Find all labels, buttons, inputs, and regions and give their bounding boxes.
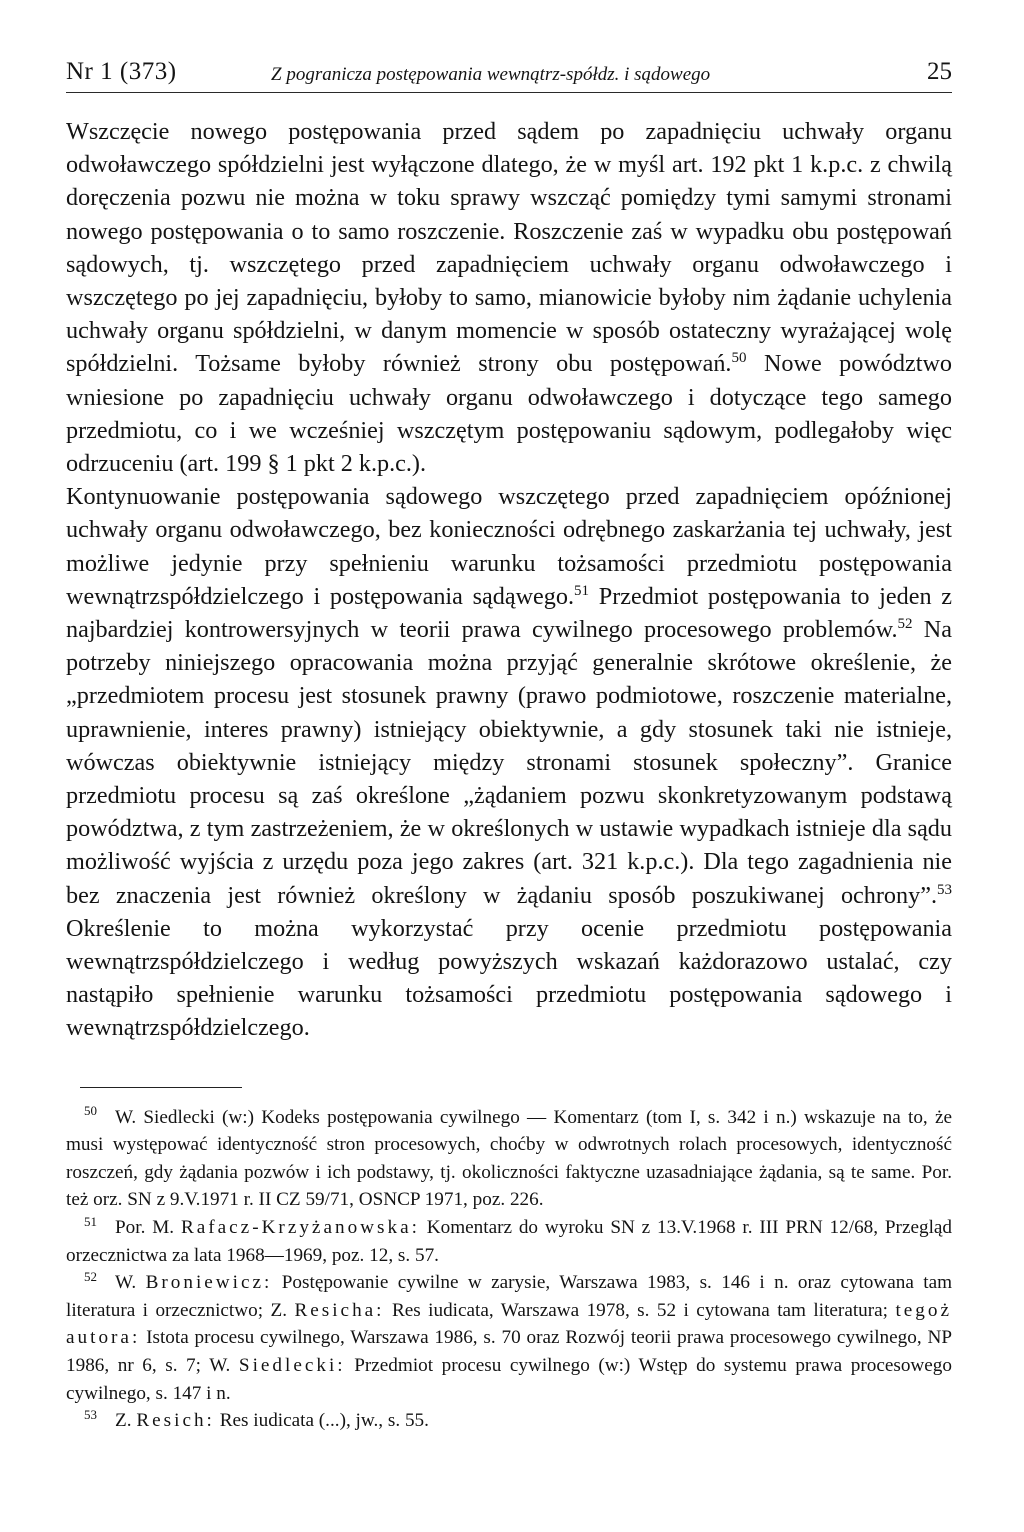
paragraph	[66, 115, 952, 480]
footnote-author: Broniewicz:	[145, 1272, 273, 1294]
footnote-author: Siedlecki:	[238, 1355, 346, 1377]
footnote-51	[66, 1214, 952, 1269]
main-text	[66, 115, 952, 1045]
footnote-author: Resicha:	[294, 1299, 385, 1321]
running-title: Z pogranicza postępowania wewnątrz-spółdz. i sądowego	[271, 64, 711, 85]
footnote-50	[66, 1104, 952, 1214]
footnote-prefix: W.	[115, 1272, 137, 1294]
paragraph-text: Przedmiot postępowania to jeden z najbardziej kontrowersyjnych w teorii prawa cywilnego procesowego problemów.	[66, 582, 952, 644]
footnote-52	[66, 1269, 952, 1407]
paragraph-text: Nowe powództwo wniesione po zapadnięciu uchwały organu odwoławczego i dotyczące tego samego przedmiotu, co i we wcześniej wszczętym postępowaniu sądowym, podlegałoby więc odrzuceniu (art. 199 § 1 pkt 2 k.p.c.).	[66, 350, 953, 478]
footnote-number: 50	[84, 1103, 97, 1119]
paragraph	[66, 480, 952, 1044]
footnote-text: Postępowanie cywilne w zarysie, Warszawa 1983, s. 146 i n. oraz cytowana tam literatura i orzecznictwo; Z.	[66, 1272, 953, 1321]
footnote-number: 51	[84, 1213, 97, 1229]
footnote-author: Resich:	[136, 1410, 215, 1432]
footnote-prefix: Z.	[115, 1410, 132, 1432]
footnote-text: (w:) Kodeks postępowania cywilnego — Komentarz (tom I, s. 342 i n.) wskazuje na to, że musi występować identyczność stron procesowych, choćby w odwrotnych rolach procesowych, identyczność roszczeń, gdy żądania pozwów i ich podstawy, tj. okoliczności faktyczne uzasadniające żądania, są te same. Por. też orz. SN z 9.V.1971 r. II CZ 59/71, OSNCP 1971, poz. 226.	[66, 1106, 953, 1211]
footnote-ref-50[interactable]: 50	[731, 350, 747, 367]
footnote-author: tegoż autora:	[66, 1299, 952, 1349]
footnote-text: Res iudicata, Warszawa 1978, s. 52 i cytowana tam literatura;	[391, 1299, 888, 1321]
footnote-number: 53	[84, 1406, 97, 1422]
footnote-number: 52	[84, 1268, 97, 1284]
footnote-author: Rafacz-Krzyżanowska:	[180, 1217, 420, 1239]
footnote-ref-53[interactable]: 53	[937, 881, 952, 898]
footnote-ref-52[interactable]: 52	[897, 615, 913, 632]
footnote-text: Przedmiot procesu cywilnego (w:) Wstęp do systemu prawa procesowego cywilnego, s. 147 i n.	[66, 1355, 952, 1404]
running-header	[66, 58, 952, 93]
paragraph-text: Kontynuowanie postępowania sądowego wszczętego przed zapadnięciem opóźnionej uchwały organu odwoławczego, bez konieczności odrębnego zaskarżania tej uchwały, jest możliwe jedynie przy spełnieniu warunku tożsamości przedmiotu postępowania wewnątrzspółdzielczego i postępowania sądąwego.	[66, 483, 952, 610]
footnotes	[66, 1104, 952, 1435]
footnote-author: W. Siedlecki	[115, 1106, 215, 1128]
issue-number: Nr 1 (373)	[66, 58, 177, 85]
footnote-prefix: Por. M.	[115, 1217, 175, 1239]
footnote-text: Res iudicata (...), jw., s. 55.	[219, 1410, 429, 1432]
footnote-text: Komentarz do wyroku SN z 13.V.1968 r. III PRN 12/68, Przegląd orzecznictwa za lata 1968—1969, poz. 12, s. 57.	[66, 1217, 953, 1266]
paragraph-text: Wszczęcie nowego postępowania przed sądem po zapadnięciu uchwały organu odwoławczego spółdzielni jest wyłączone dlatego, że w myśl art. 192 pkt 1 k.p.c. z chwilą doręczenia pozwu nie można w toku sprawy wszcząć pomiędzy tymi samymi stronami nowego postępowania o to samo roszczenie. Roszczenie zaś w wypadku obu postępowań sądowych, tj. wszczętego przed zapadnięciem uchwały organu odwoławczego i wszczętego po jej zapadnięciu, byłoby to samo, mianowicie byłoby nim żądanie uchylenia uchwały organu spółdzielni, w danym momencie w sposób ostateczny wyrażającej wolę spółdzielni. Tożsame byłoby również strony obu postępowań.	[66, 118, 952, 378]
footnote-text: Istota procesu cywilnego, Warszawa 1986, s. 70 oraz Rozwój teorii prawa procesowego cywilnego, NP 1986, nr 6, s. 7; W.	[66, 1327, 953, 1377]
paragraph-text: Na potrzeby niniejszego opracowania można przyjąć generalnie skrótowe określenie, że „przedmiotem procesu jest stosunek prawny (prawo podmiotowe, roszczenie materialne, uprawnienie, interes prawny) istniejący obiektywnie, a gdy stosunek taki nie istnieje, wówczas obiektywnie istniejący między stronami stosunek społeczny”. Granice przedmiotu procesu są zaś określone „żądaniem pozwu skonkretyzowanym podstawą powództwa, z tym zastrzeżeniem, że w określonych w ustawie wypadkach istnieje dla sądu możliwość wyjścia z urzędu poza jego zakres (art. 321 k.p.c.). Dla tego zagadnienia nie bez znaczenia jest również określony w żądaniu sposób poszukiwanej ochrony”.	[66, 616, 952, 909]
footnote-ref-51[interactable]: 51	[574, 582, 590, 599]
paragraph-text: Określenie to można wykorzystać przy ocenie przedmiotu postępowania wewnątrzspółdzielczego i według powyższych wskazań każdorazowo ustalać, czy nastąpiło spełnienie warunku tożsamości przedmiotu postępowania sądowego i wewnątrzspółdzielczego.	[66, 914, 952, 1042]
page-number: 25	[927, 58, 952, 85]
footnote-53	[66, 1407, 952, 1435]
footnote-divider	[80, 1087, 242, 1088]
